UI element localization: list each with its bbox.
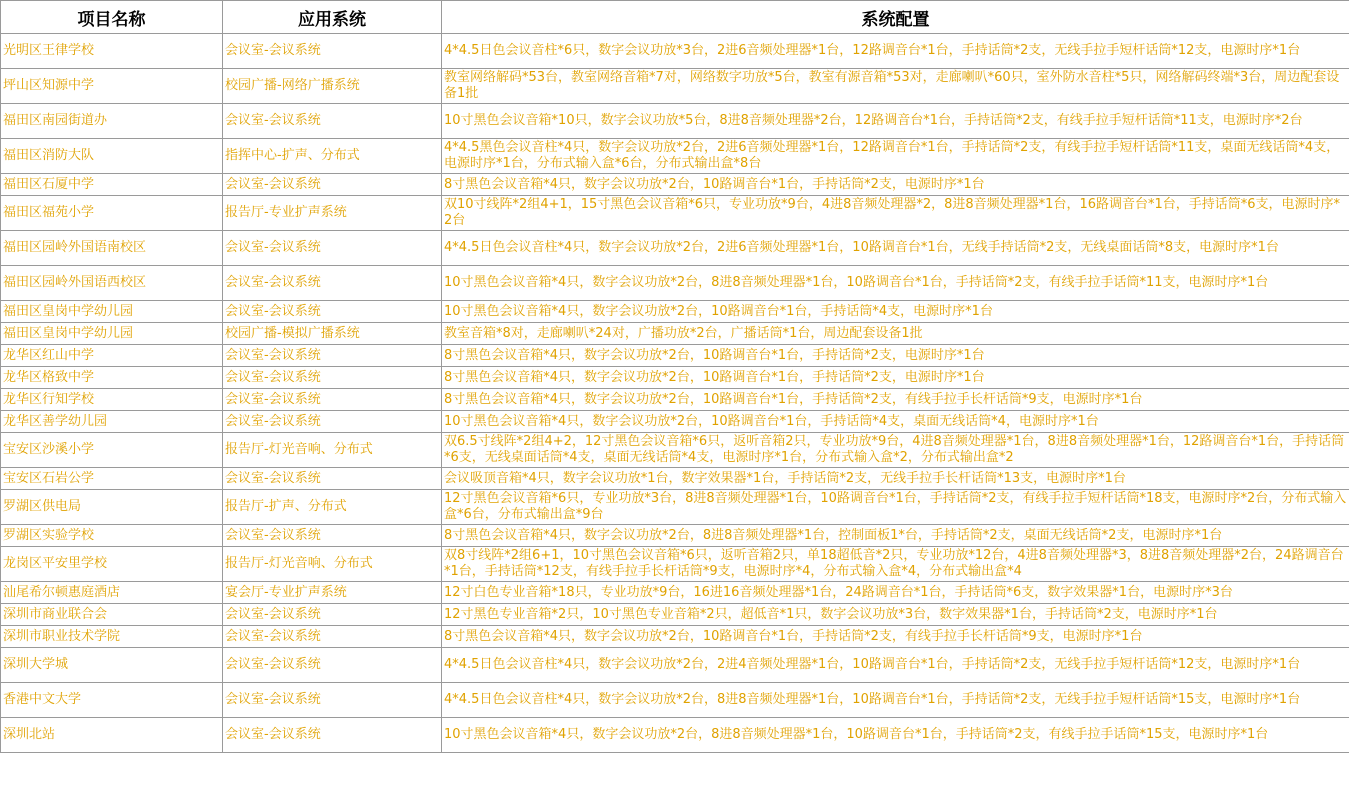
table-row <box>1 323 1349 345</box>
application-system-cell: 会议室-会议系统 <box>223 604 442 626</box>
project-name-cell: 龙华区善学幼儿园 <box>1 411 223 433</box>
table-row <box>1 683 1349 718</box>
system-config-cell: 4*4.5日色会议音柱*4只，数字会议功放*2台，2进4音频处理器*1台，10路调音台*1台，手持话筒*2支，无线手拉手短杆话筒*12支，电源时序*1台 <box>442 648 1349 683</box>
table-row <box>1 266 1349 301</box>
application-system-cell: 会议室-会议系统 <box>223 525 442 547</box>
system-config-cell: 12寸白色专业音箱*18只，专业功放*9台，16进16音频处理器*1台，24路调音台*1台，手持话筒*6支，数字效果器*1台，电源时序*3台 <box>442 582 1349 604</box>
project-name-cell: 福田区消防大队 <box>1 139 223 174</box>
application-system-cell: 会议室-会议系统 <box>223 266 442 301</box>
project-name-cell: 福田区南园街道办 <box>1 104 223 139</box>
system-config-cell: 10寸黑色会议音箱*10只，数字会议功放*5台，8进8音频处理器*2台，12路调音台*1台，手持话筒*2支，有线手拉手短杆话筒*11支，电源时序*2台 <box>442 104 1349 139</box>
project-name-cell: 光明区王律学校 <box>1 34 223 69</box>
application-system-cell: 会议室-会议系统 <box>223 104 442 139</box>
system-config-cell: 8寸黑色会议音箱*4只，数字会议功放*2台，10路调音台*1台，手持话筒*2支，电源时序*1台 <box>442 174 1349 196</box>
system-config-cell: 8寸黑色会议音箱*4只，数字会议功放*2台，10路调音台*1台，手持话筒*2支，电源时序*1台 <box>442 367 1349 389</box>
table-row <box>1 174 1349 196</box>
application-system-cell: 报告厅-灯光音响、分布式 <box>223 433 442 468</box>
application-system-cell: 会议室-会议系统 <box>223 411 442 433</box>
table-row <box>1 433 1349 468</box>
system-config-cell: 10寸黑色会议音箱*4只，数字会议功放*2台，8进8音频处理器*1台，10路调音台*1台，手持话筒*2支，有线手拉手话筒*15支，电源时序*1台 <box>442 718 1349 753</box>
application-system-cell: 指挥中心-扩声、分布式 <box>223 139 442 174</box>
column-header-system: 应用系统 <box>223 1 442 34</box>
application-system-cell: 报告厅-专业扩声系统 <box>223 196 442 231</box>
application-system-cell: 会议室-会议系统 <box>223 468 442 490</box>
project-name-cell: 福田区皇岗中学幼儿园 <box>1 301 223 323</box>
header-row <box>1 1 1349 34</box>
table-row <box>1 367 1349 389</box>
table-row <box>1 231 1349 266</box>
system-config-cell: 教室网络解码*53台，教室网络音箱*7对，网络数字功放*5台，教室有源音箱*53对，走廊喇叭*60只，室外防水音柱*5只，网络解码终端*3台，周边配套设备1批 <box>442 69 1349 104</box>
table-row <box>1 547 1349 582</box>
project-name-cell: 罗湖区实验学校 <box>1 525 223 547</box>
project-name-cell: 福田区石厦中学 <box>1 174 223 196</box>
application-system-cell: 会议室-会议系统 <box>223 231 442 266</box>
table-row <box>1 582 1349 604</box>
system-config-cell: 教室音箱*8对，走廊喇叭*24对，广播功放*2台，广播话筒*1台，周边配套设备1批 <box>442 323 1349 345</box>
project-name-cell: 龙华区格致中学 <box>1 367 223 389</box>
application-system-cell: 报告厅-扩声、分布式 <box>223 490 442 525</box>
table-row <box>1 648 1349 683</box>
application-system-cell: 会议室-会议系统 <box>223 301 442 323</box>
table-row <box>1 525 1349 547</box>
application-system-cell: 会议室-会议系统 <box>223 718 442 753</box>
system-config-cell: 会议吸顶音箱*4只，数字会议功放*1台，数字效果器*1台，手持话筒*2支，无线手拉手长杆话筒*13支，电源时序*1台 <box>442 468 1349 490</box>
table-row <box>1 490 1349 525</box>
system-config-cell: 8寸黑色会议音箱*4只，数字会议功放*2台，10路调音台*1台，手持话筒*2支，有线手拉手长杆话筒*9支，电源时序*1台 <box>442 626 1349 648</box>
system-config-cell: 4*4.5日色会议音柱*4只，数字会议功放*2台，8进8音频处理器*1台，10路调音台*1台，手持话筒*2支，无线手拉手短杆话筒*15支，电源时序*1台 <box>442 683 1349 718</box>
table-row <box>1 196 1349 231</box>
column-header-config: 系统配置 <box>442 1 1349 34</box>
project-name-cell: 福田区福苑小学 <box>1 196 223 231</box>
system-config-cell: 12寸黑色专业音箱*2只，10寸黑色专业音箱*2只，超低音*1只，数字会议功放*3台，数字效果器*1台，手持话筒*2支，电源时序*1台 <box>442 604 1349 626</box>
application-system-cell: 会议室-会议系统 <box>223 345 442 367</box>
system-config-cell: 10寸黑色会议音箱*4只，数字会议功放*2台，8进8音频处理器*1台，10路调音台*1台，手持话筒*2支，有线手拉手话筒*11支，电源时序*1台 <box>442 266 1349 301</box>
project-name-cell: 罗湖区供电局 <box>1 490 223 525</box>
system-config-cell: 8寸黑色会议音箱*4只，数字会议功放*2台，8进8音频处理器*1台，控制面板1*台，手持话筒*2支，桌面无线话筒*2支，电源时序*1台 <box>442 525 1349 547</box>
application-system-cell: 会议室-会议系统 <box>223 648 442 683</box>
table-body <box>1 34 1349 753</box>
application-system-cell: 校园广播-网络广播系统 <box>223 69 442 104</box>
project-name-cell: 宝安区沙溪小学 <box>1 433 223 468</box>
project-name-cell: 福田区皇岗中学幼儿园 <box>1 323 223 345</box>
system-config-cell: 8寸黑色会议音箱*4只，数字会议功放*2台，10路调音台*1台，手持话筒*2支，电源时序*1台 <box>442 345 1349 367</box>
project-name-cell: 深圳市职业技术学院 <box>1 626 223 648</box>
system-config-cell: 双8寸线阵*2组6+1，10寸黑色会议音箱*6只，返听音箱2只，单18超低音*2只，专业功放*12台，4进8音频处理器*3，8进8音频处理器*2台，24路调音台*1台，手持话筒*12支，有线手拉手长杆话筒*9支，电源时序*4，分布式输入盒*4，分布式输出盒*4 <box>442 547 1349 582</box>
system-config-cell: 双6.5寸线阵*2组4+2，12寸黑色会议音箱*6只，返听音箱2只，专业功放*9台，4进8音频处理器*1台，8进8音频处理器*1台，12路调音台*1台，手持话筒*6支，无线桌面话筒*4支，桌面无线话筒*4支，电源时序*1台，分布式输入盒*2，分布式输出盒*2 <box>442 433 1349 468</box>
application-system-cell: 会议室-会议系统 <box>223 626 442 648</box>
application-system-cell: 会议室-会议系统 <box>223 683 442 718</box>
system-config-cell: 10寸黑色会议音箱*4只，数字会议功放*2台，10路调音台*1台，手持话筒*4支，电源时序*1台 <box>442 301 1349 323</box>
table-row <box>1 468 1349 490</box>
project-name-cell: 坪山区知源中学 <box>1 69 223 104</box>
table-row <box>1 139 1349 174</box>
application-system-cell: 宴会厅-专业扩声系统 <box>223 582 442 604</box>
application-system-cell: 会议室-会议系统 <box>223 367 442 389</box>
column-header-project: 项目名称 <box>1 1 223 34</box>
table-row <box>1 345 1349 367</box>
application-system-cell: 校园广播-模拟广播系统 <box>223 323 442 345</box>
table-row <box>1 718 1349 753</box>
table-row <box>1 411 1349 433</box>
table-row <box>1 104 1349 139</box>
table-row <box>1 389 1349 411</box>
table-row <box>1 34 1349 69</box>
project-name-cell: 福田区园岭外国语南校区 <box>1 231 223 266</box>
project-name-cell: 龙华区行知学校 <box>1 389 223 411</box>
application-system-cell: 报告厅-灯光音响、分布式 <box>223 547 442 582</box>
application-system-cell: 会议室-会议系统 <box>223 389 442 411</box>
project-name-cell: 汕尾希尔顿惠庭酒店 <box>1 582 223 604</box>
table-row <box>1 301 1349 323</box>
project-name-cell: 福田区园岭外国语西校区 <box>1 266 223 301</box>
project-name-cell: 龙岗区平安里学校 <box>1 547 223 582</box>
project-name-cell: 龙华区红山中学 <box>1 345 223 367</box>
application-system-cell: 会议室-会议系统 <box>223 174 442 196</box>
system-config-cell: 双10寸线阵*2组4+1，15寸黑色会议音箱*6只，专业功放*9台，4进8音频处理器*2，8进8音频处理器*1台，16路调音台*1台，手持话筒*6支，电源时序*2台 <box>442 196 1349 231</box>
table-row <box>1 626 1349 648</box>
table-row <box>1 69 1349 104</box>
project-name-cell: 香港中文大学 <box>1 683 223 718</box>
system-config-cell: 4*4.5日色会议音柱*6只，数字会议功放*3台，2进6音频处理器*1台，12路调音台*1台，手持话筒*2支，无线手拉手短杆话筒*12支，电源时序*1台 <box>442 34 1349 69</box>
system-config-cell: 4*4.5日色会议音柱*4只，数字会议功放*2台，2进6音频处理器*1台，10路调音台*1台，无线手持话筒*2支，无线桌面话筒*8支，电源时序*1台 <box>442 231 1349 266</box>
application-system-cell: 会议室-会议系统 <box>223 34 442 69</box>
system-config-cell: 4*4.5黑色会议音柱*4只，数字会议功放*2台，2进6音频处理器*1台，12路调音台*1台，手持话筒*2支，有线手拉手短杆话筒*11支，桌面无线话筒*4支，电源时序*1台，分布式输入盒*6台，分布式输出盒*8台 <box>442 139 1349 174</box>
project-name-cell: 深圳北站 <box>1 718 223 753</box>
project-name-cell: 宝安区石岩公学 <box>1 468 223 490</box>
project-name-cell: 深圳大学城 <box>1 648 223 683</box>
table-row <box>1 604 1349 626</box>
system-config-cell: 8寸黑色会议音箱*4只，数字会议功放*2台，10路调音台*1台，手持话筒*2支，有线手拉手长杆话筒*9支，电源时序*1台 <box>442 389 1349 411</box>
system-config-cell: 10寸黑色会议音箱*4只，数字会议功放*2台，10路调音台*1台，手持话筒*4支，桌面无线话筒*4，电源时序*1台 <box>442 411 1349 433</box>
system-config-cell: 12寸黑色会议音箱*6只，专业功放*3台，8进8音频处理器*1台，10路调音台*1台，手持话筒*2支，有线手拉手短杆话筒*18支，电源时序*2台，分布式输入盒*6台，分布式输出盒*9台 <box>442 490 1349 525</box>
project-name-cell: 深圳市商业联合会 <box>1 604 223 626</box>
